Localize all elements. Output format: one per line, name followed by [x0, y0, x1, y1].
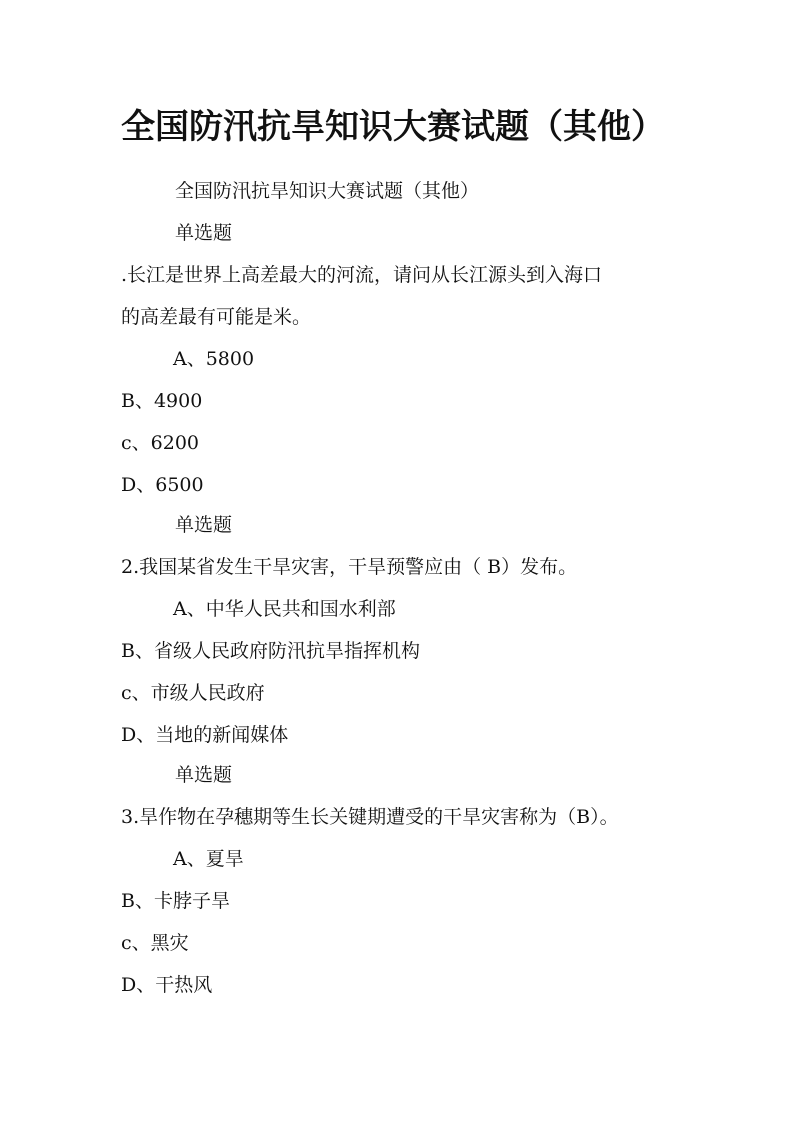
option-c: c、6200	[121, 432, 199, 454]
question-stem-line: 2.我国某省发生干旱灾害，干旱预警应由（ B）发布。	[121, 556, 578, 578]
document-subtitle: 全国防汛抗旱知识大赛试题（其他）	[175, 180, 480, 202]
document-title: 全国防汛抗旱知识大赛试题（其他）	[121, 107, 665, 147]
option-a: A、中华人民共和国水利部	[173, 598, 396, 620]
option-d: D、6500	[121, 474, 204, 496]
question-stem-line: 3.旱作物在孕穗期等生长关键期遭受的干旱灾害称为（B）。	[121, 806, 619, 828]
option-c: c、市级人民政府	[121, 682, 265, 704]
option-b: B、卡脖子旱	[121, 890, 230, 912]
question-type-label: 单选题	[175, 764, 233, 786]
option-c: c、黑灾	[121, 932, 189, 954]
question-stem-line: 的高差最有可能是米。	[121, 306, 312, 328]
option-d: D、当地的新闻媒体	[121, 724, 289, 746]
option-b: B、省级人民政府防汛抗旱指挥机构	[121, 640, 420, 662]
question-stem-line: .长江是世界上高差最大的河流，请问从长江源头到入海口	[121, 264, 603, 286]
question-type-label: 单选题	[175, 222, 233, 244]
question-type-label: 单选题	[175, 514, 233, 536]
option-a: A、5800	[173, 348, 255, 370]
option-a: A、夏旱	[173, 848, 244, 870]
option-b: B、4900	[121, 390, 203, 412]
option-d: D、干热风	[121, 974, 213, 996]
